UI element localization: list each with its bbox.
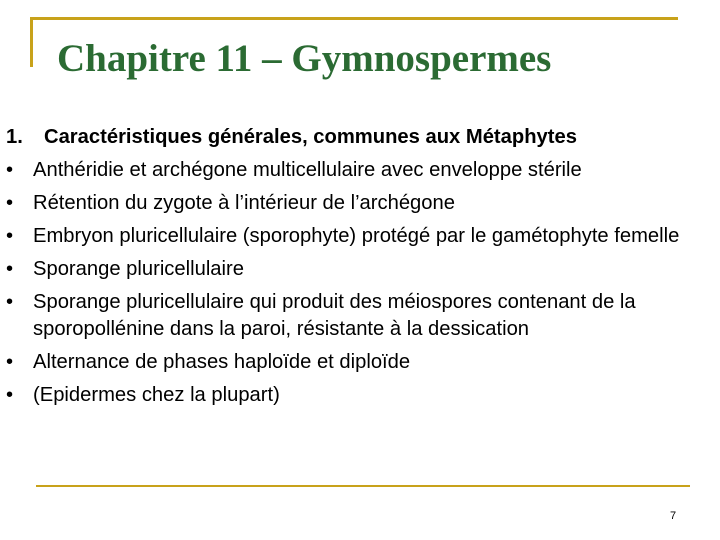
bullet-text: Anthéridie et archégone multicellulaire avec enveloppe stérile [33, 159, 582, 181]
bullet-item [6, 256, 706, 283]
bullet-marker: • [6, 159, 14, 181]
bullet-item [6, 223, 706, 250]
bullet-item [6, 382, 706, 409]
slide-title: Chapitre 11 – Gymnospermes [57, 37, 552, 80]
bullet-text: Sporange pluricellulaire qui produit des méiospores contenant de la sporopollénine dans la paroi, résistante à la dessication [33, 291, 636, 340]
section-heading [6, 124, 706, 151]
footer-rule [36, 485, 690, 487]
bullet-text: Alternance de phases haploïde et diploïde [33, 351, 411, 373]
bullet-marker: • [6, 384, 14, 406]
page-number: 7 [670, 510, 677, 522]
title-frame-top-rule [30, 17, 678, 20]
bullet-item [6, 190, 706, 217]
bullet-item [6, 157, 706, 184]
bullet-marker: • [6, 351, 14, 373]
bullet-marker: • [6, 192, 14, 214]
bullet-text: Sporange pluricellulaire [33, 258, 244, 280]
section-heading-text: Caractéristiques générales, communes aux Métaphytes [44, 126, 577, 148]
bullet-marker: • [6, 225, 14, 247]
title-frame-left-rule [30, 17, 33, 67]
bullet-item [6, 289, 706, 343]
bullet-item [6, 349, 706, 376]
bullet-text: (Epidermes chez la plupart) [33, 384, 280, 406]
bullet-text: Embryon pluricellulaire (sporophyte) protégé par le gamétophyte femelle [33, 225, 680, 247]
bullet-text: Rétention du zygote à l’intérieur de l’archégone [33, 192, 455, 214]
section-number: 1. [6, 126, 23, 148]
bullet-marker: • [6, 291, 14, 313]
content-list [6, 124, 706, 415]
bullet-marker: • [6, 258, 14, 280]
